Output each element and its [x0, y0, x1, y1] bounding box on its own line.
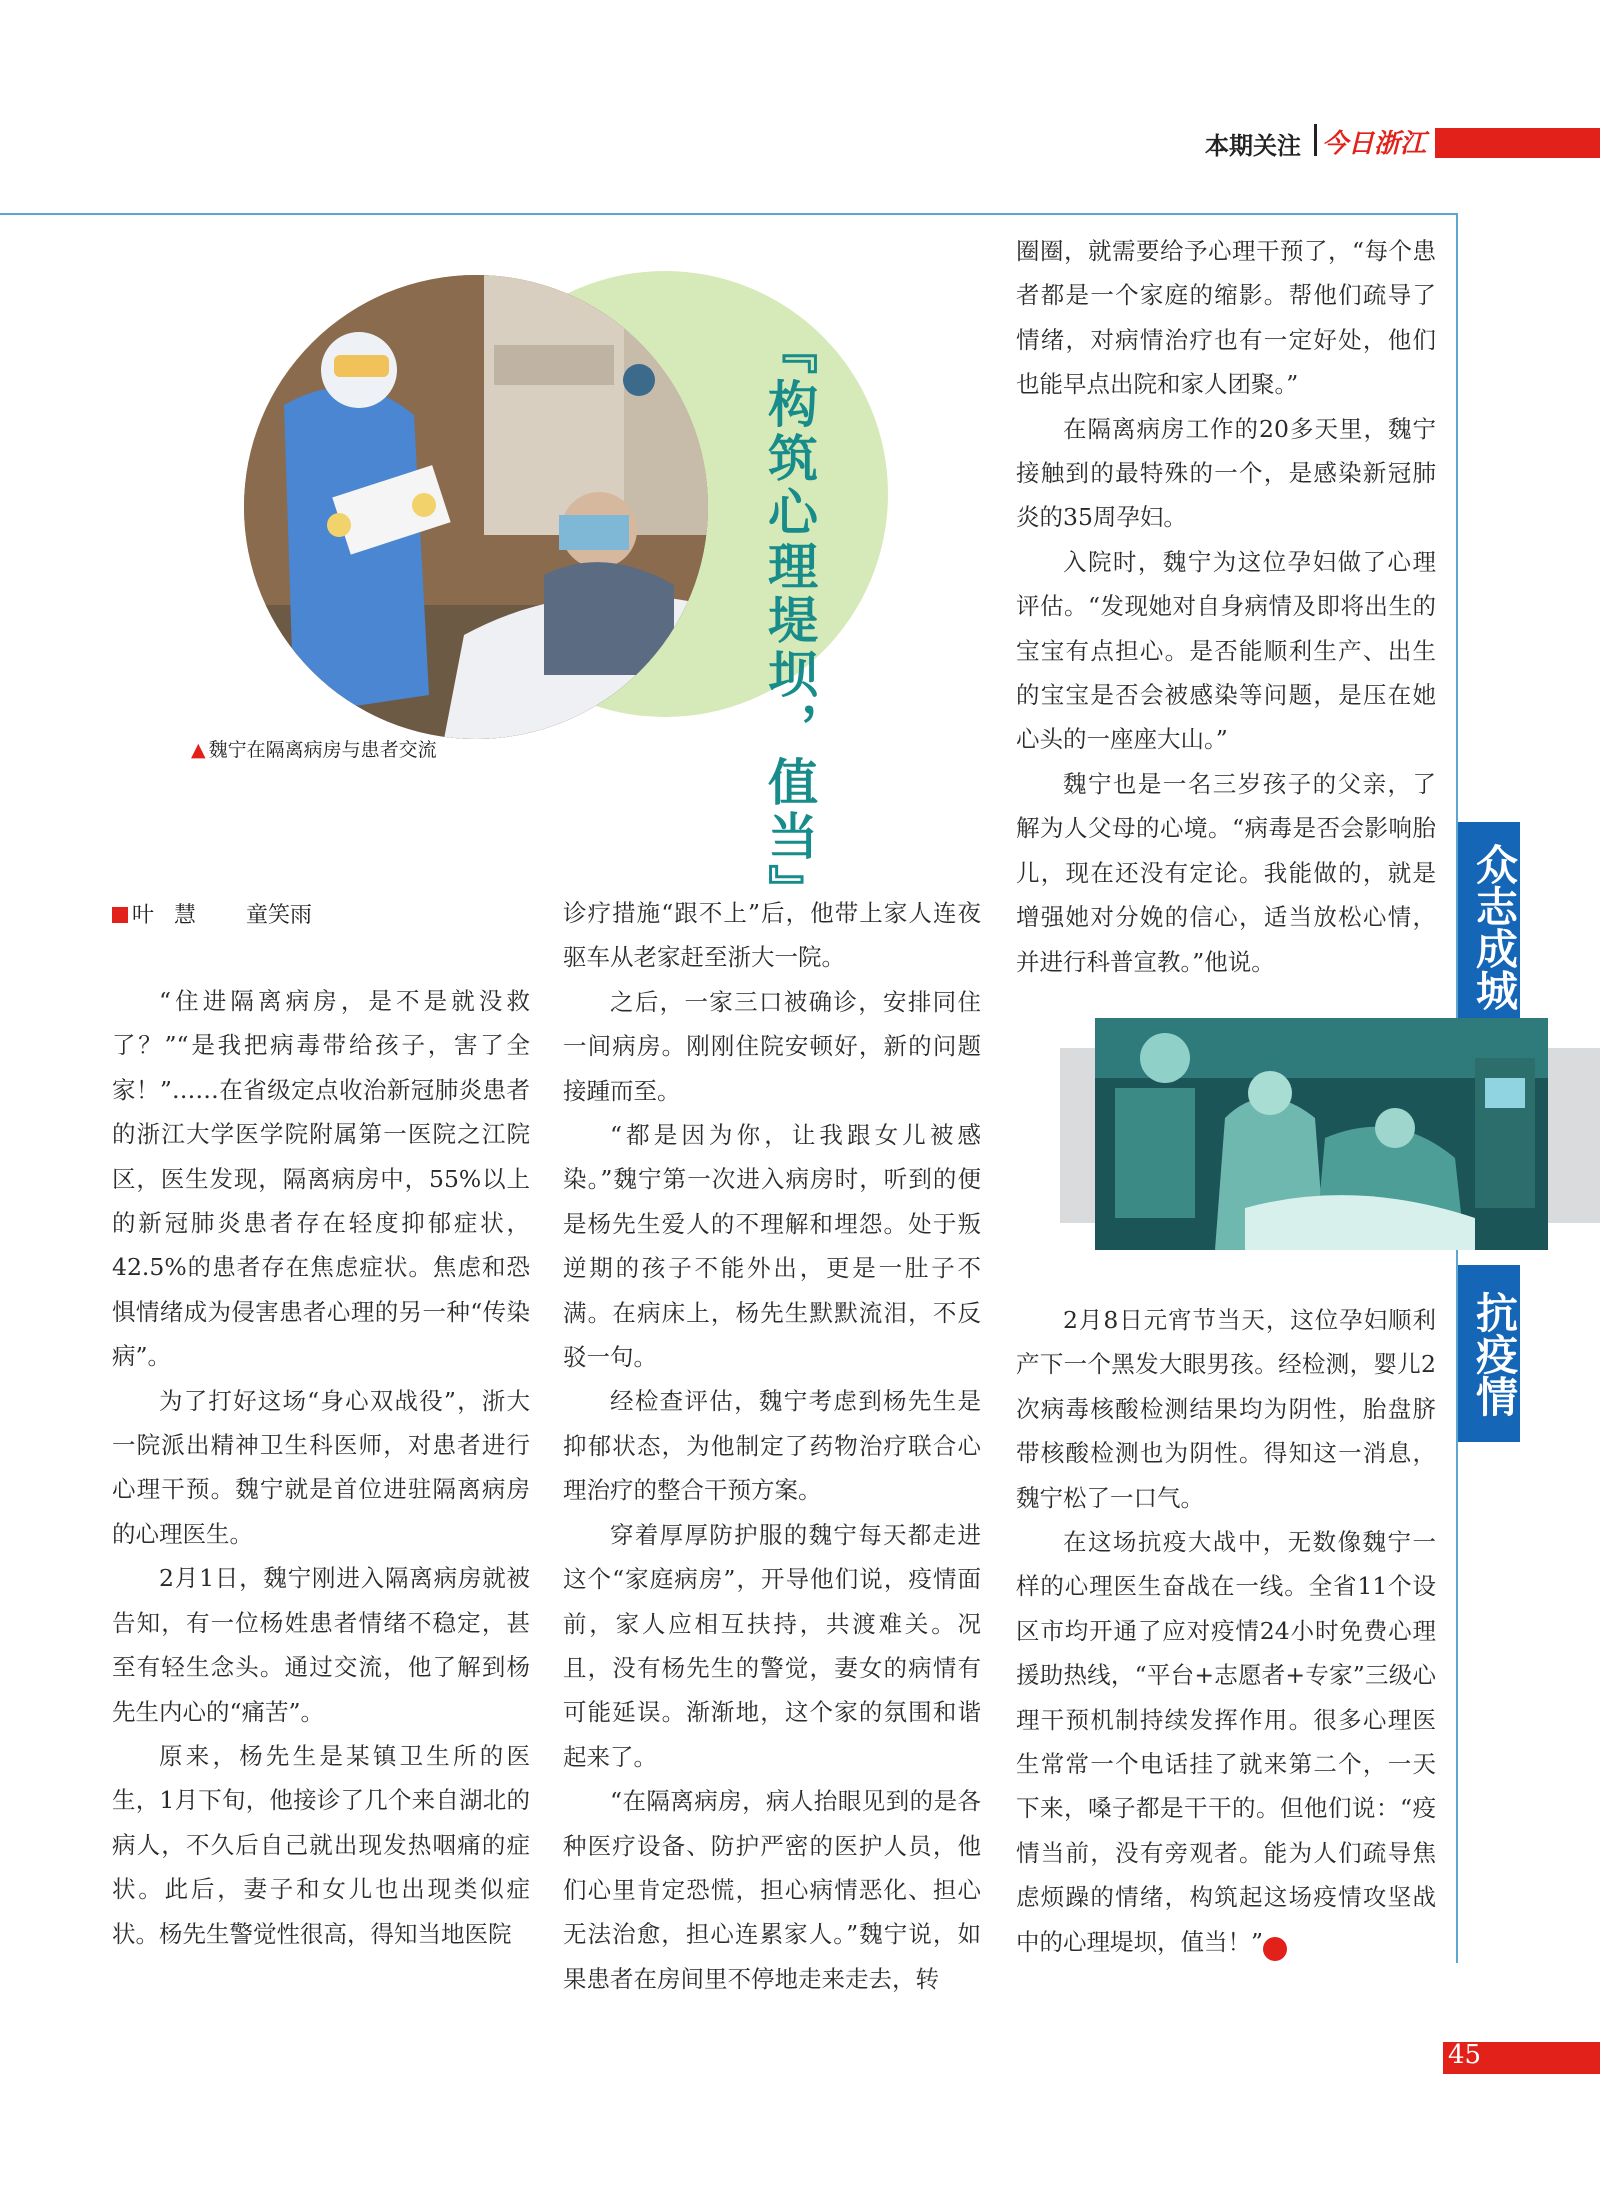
end-mark-icon: 今: [1263, 1937, 1287, 1961]
paragraph: 原来，杨先生是某镇卫生所的医生，1月下旬，他接诊了几个来自湖北的病人，不久后自己就出现发热咽痛的症状。此后，妻子和女儿也出现类似症状。杨先生警觉性很高，得知当地医院: [112, 1741, 530, 1948]
side-tab-unity: 众志成城: [1458, 822, 1520, 1032]
author-name: 叶慧: [132, 903, 217, 928]
paragraph: 之后，一家三口被确诊，安排同住一间病房。刚刚住院安顿好，新的问题接踵而至。: [563, 987, 981, 1105]
photo-caption: [191, 735, 437, 762]
section-label: 本期关注: [1205, 132, 1301, 160]
author-name: 童笑雨: [246, 903, 313, 928]
paragraph: 2月8日元宵节当天，这位孕妇顺利产下一个黑发大眼男孩。经检测，婴儿2次病毒核酸检测结果均为阴性，胎盘脐带核酸检测也为阴性。得知这一消息，魏宁松了一口气。: [1016, 1306, 1436, 1512]
side-tab-fight-epidemic: 抗疫情: [1458, 1265, 1520, 1442]
red-square-icon: [112, 907, 128, 923]
article-column-2: [563, 891, 981, 2001]
triangle-icon: ▲: [191, 739, 206, 761]
header-divider: [1314, 124, 1317, 156]
paragraph: 魏宁也是一名三岁孩子的父亲，了解为人父母的心境。“病毒是否会影响胎儿，现在还没有定论。我能做的，就是增强她对分娩的信心，适当放松心情，并进行科普宣教。”他说。: [1016, 769, 1436, 976]
paragraph: 为了打好这场“身心双战役”，浙大一院派出精神卫生科医师，对患者进行心理干预。魏宁就是首位进驻隔离病房的心理医生。: [112, 1386, 530, 1548]
paragraph: 经检查评估，魏宁考虑到杨先生是抑郁状态，为他制定了药物治疗联合心理治疗的整合干预方案。: [563, 1387, 981, 1505]
article-column-3-top: [1016, 229, 1436, 984]
photo-medical-team: [1095, 1018, 1548, 1250]
paragraph: 穿着厚厚防护服的魏宁每天都走进这个“家庭病房”，开导他们说，疫情面前，家人应相互扶持，共渡难关。况且，没有杨先生的警觉，妻女的病情有可能延误。渐渐地，这个家的氛围和谐起来了。: [563, 1520, 981, 1771]
paragraph: “住进隔离病房，是不是就没救了？”“是我把病毒带给孩子，害了全家！”……在省级定点收治新冠肺炎患者的浙江大学医学院附属第一医院之江院区，医生发现，隔离病房中，55%以上的新冠肺炎患者存在轻度抑郁症状，42.5%的患者存在焦虑症状。焦虑和恐惧情绪成为侵害患者心理的另一种“传染病”。: [112, 987, 530, 1371]
paragraph: 入院时，魏宁为这位孕妇做了心理评估。“发现她对自身病情及即将出生的宝宝有点担心。是否能顺利生产、出生的宝宝是否会被感染等问题，是压在她心头的一座座大山。”: [1016, 547, 1436, 754]
page-number: 45: [1448, 2040, 1482, 2070]
article-column-3-bottom: [1016, 1298, 1436, 1964]
paragraph-text: 在这场抗疫大战中，无数像魏宁一样的心理医生奋战在一线。全省11个设区市均开通了应对疫情24小时免费心理援助热线，“平台+志愿者+专家”三级心理干预机制持续发挥作用。很多心理医生常常一个电话挂了就来第二个，一天下来，嗓子都是干干的。但他们说：“疫情当前，没有旁观者。能为人们疏导焦虑烦躁的情绪，构筑起这场疫情攻坚战中的心理堤坝，值当！”: [1016, 1528, 1436, 1956]
brand-logo: 今日浙江: [1322, 129, 1427, 159]
photo-caption-text: 魏宁在隔离病房与患者交流: [208, 739, 437, 761]
paragraph: 2月1日，魏宁刚进入隔离病房就被告知，有一位杨姓患者情绪不稳定，甚至有轻生念头。通过交流，他了解到杨先生内心的“痛苦”。: [112, 1564, 530, 1726]
paragraph: 在隔离病房工作的20多天里，魏宁接触到的最特殊的一个，是感染新冠肺炎的35周孕妇。: [1016, 414, 1436, 532]
paragraph: “都是因为你，让我跟女儿被感染。”魏宁第一次进入病房时，听到的便是杨先生爱人的不理解和埋怨。处于叛逆期的孩子不能外出，更是一肚子不满。在病床上，杨先生默默流泪，不反驳一句。: [563, 1121, 981, 1372]
top-rule: [0, 213, 1458, 215]
header-red-bar: [1435, 128, 1600, 158]
paragraph: “在隔离病房，病人抬眼见到的是各种医疗设备、防护严密的医护人员，他们心里肯定恐慌，担心病情恶化、担心无法治愈，担心连累家人。”魏宁说，如果患者在房间里不停地走来走去，转: [563, 1787, 981, 1993]
article-column-1: [112, 979, 530, 1956]
paragraph: 诊疗措施“跟不上”后，他带上家人连夜驱车从老家赶至浙大一院。: [563, 899, 981, 972]
photo-doctor-with-patient: [244, 275, 708, 739]
byline: [112, 898, 312, 929]
paragraph: [1016, 1520, 1436, 1964]
paragraph: 圈圈，就需要给予心理干预了，“每个患者都是一个家庭的缩影。帮他们疏导了情绪，对病情治疗也有一定好处，他们也能早点出院和家人团聚。”: [1016, 237, 1436, 399]
headline: 『构筑心理堤坝，值当』: [760, 324, 819, 918]
